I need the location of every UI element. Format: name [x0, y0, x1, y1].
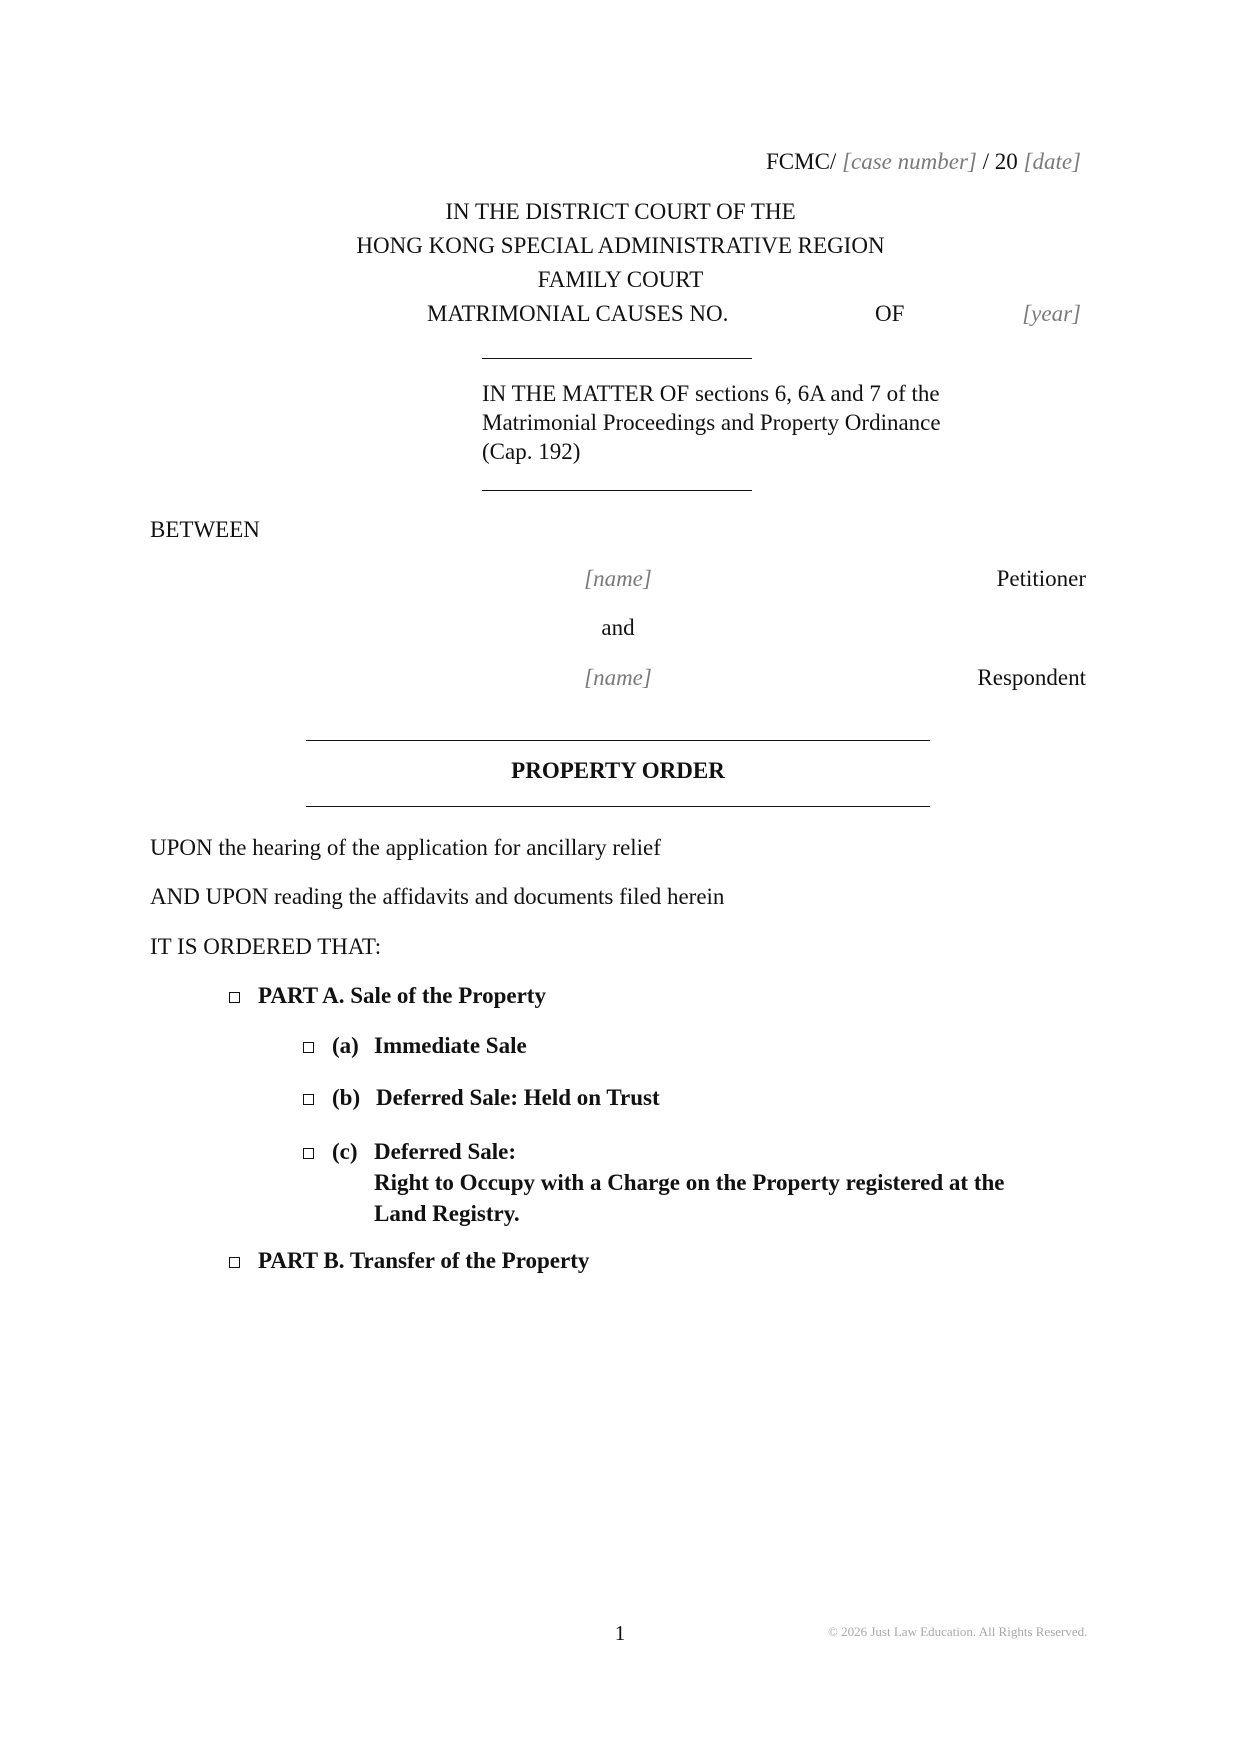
copyright-notice: © 2026 Just Law Education. All Rights Reserved. — [828, 1624, 1088, 1639]
page-number: 1 — [614, 1621, 626, 1645]
option-b-label: (b) — [332, 1085, 361, 1110]
court-line-3: FAMILY COURT — [537, 267, 704, 292]
case-date-placeholder: [date] — [1023, 149, 1081, 174]
title-top-rule — [306, 740, 930, 741]
court-line-2: HONG KONG SPECIAL ADMINISTRATIVE REGION — [356, 233, 885, 258]
case-separator: / 20 — [982, 149, 1018, 174]
recital-hearing: UPON the hearing of the application for ancillary relief — [150, 835, 661, 860]
option-a-checkbox[interactable] — [303, 1042, 314, 1053]
part-a-checkbox[interactable] — [229, 992, 240, 1003]
petitioner-name-placeholder: [name] — [584, 566, 652, 591]
and-label: and — [601, 615, 635, 640]
title-bottom-rule — [306, 806, 930, 807]
court-line-1: IN THE DISTRICT COURT OF THE — [445, 199, 796, 224]
respondent-role: Respondent — [977, 665, 1086, 690]
option-b-text: Deferred Sale: Held on Trust — [376, 1085, 660, 1110]
matrimonial-causes-label: MATRIMONIAL CAUSES NO. — [427, 301, 729, 326]
option-b-checkbox[interactable] — [303, 1094, 314, 1105]
part-b-label: PART B. Transfer of the Property — [258, 1248, 590, 1273]
ordered-label: IT IS ORDERED THAT: — [150, 934, 382, 959]
matter-line-1: IN THE MATTER OF sections 6, 6A and 7 of the — [482, 381, 940, 406]
option-a-label: (a) — [332, 1033, 359, 1058]
part-a-label: PART A. Sale of the Property — [258, 983, 546, 1008]
of-label: OF — [875, 301, 905, 326]
option-c-line-3: Land Registry. — [374, 1201, 520, 1226]
option-c-label: (c) — [332, 1139, 358, 1164]
respondent-name-placeholder: [name] — [584, 665, 652, 690]
matter-line-2: Matrimonial Proceedings and Property Ordinance — [482, 410, 941, 435]
case-reference — [766, 148, 1081, 177]
recital-affidavits: AND UPON reading the affidavits and documents filed herein — [150, 884, 725, 909]
option-c-line-2: Right to Occupy with a Charge on the Property registered at the — [374, 1170, 1005, 1195]
matter-bottom-rule — [482, 490, 752, 491]
option-a-text: Immediate Sale — [374, 1033, 527, 1058]
matter-line-3: (Cap. 192) — [482, 439, 581, 464]
part-b-checkbox[interactable] — [229, 1257, 240, 1268]
matter-top-rule — [482, 358, 752, 359]
order-title: PROPERTY ORDER — [511, 758, 725, 783]
case-prefix: FCMC/ — [765, 149, 837, 174]
year-placeholder: [year] — [1022, 301, 1081, 326]
option-c-checkbox[interactable] — [303, 1148, 314, 1159]
between-label: BETWEEN — [150, 517, 260, 542]
case-number-placeholder: [case number] — [842, 149, 977, 174]
option-c-line-1: Deferred Sale: — [374, 1139, 516, 1164]
petitioner-role: Petitioner — [996, 566, 1086, 591]
